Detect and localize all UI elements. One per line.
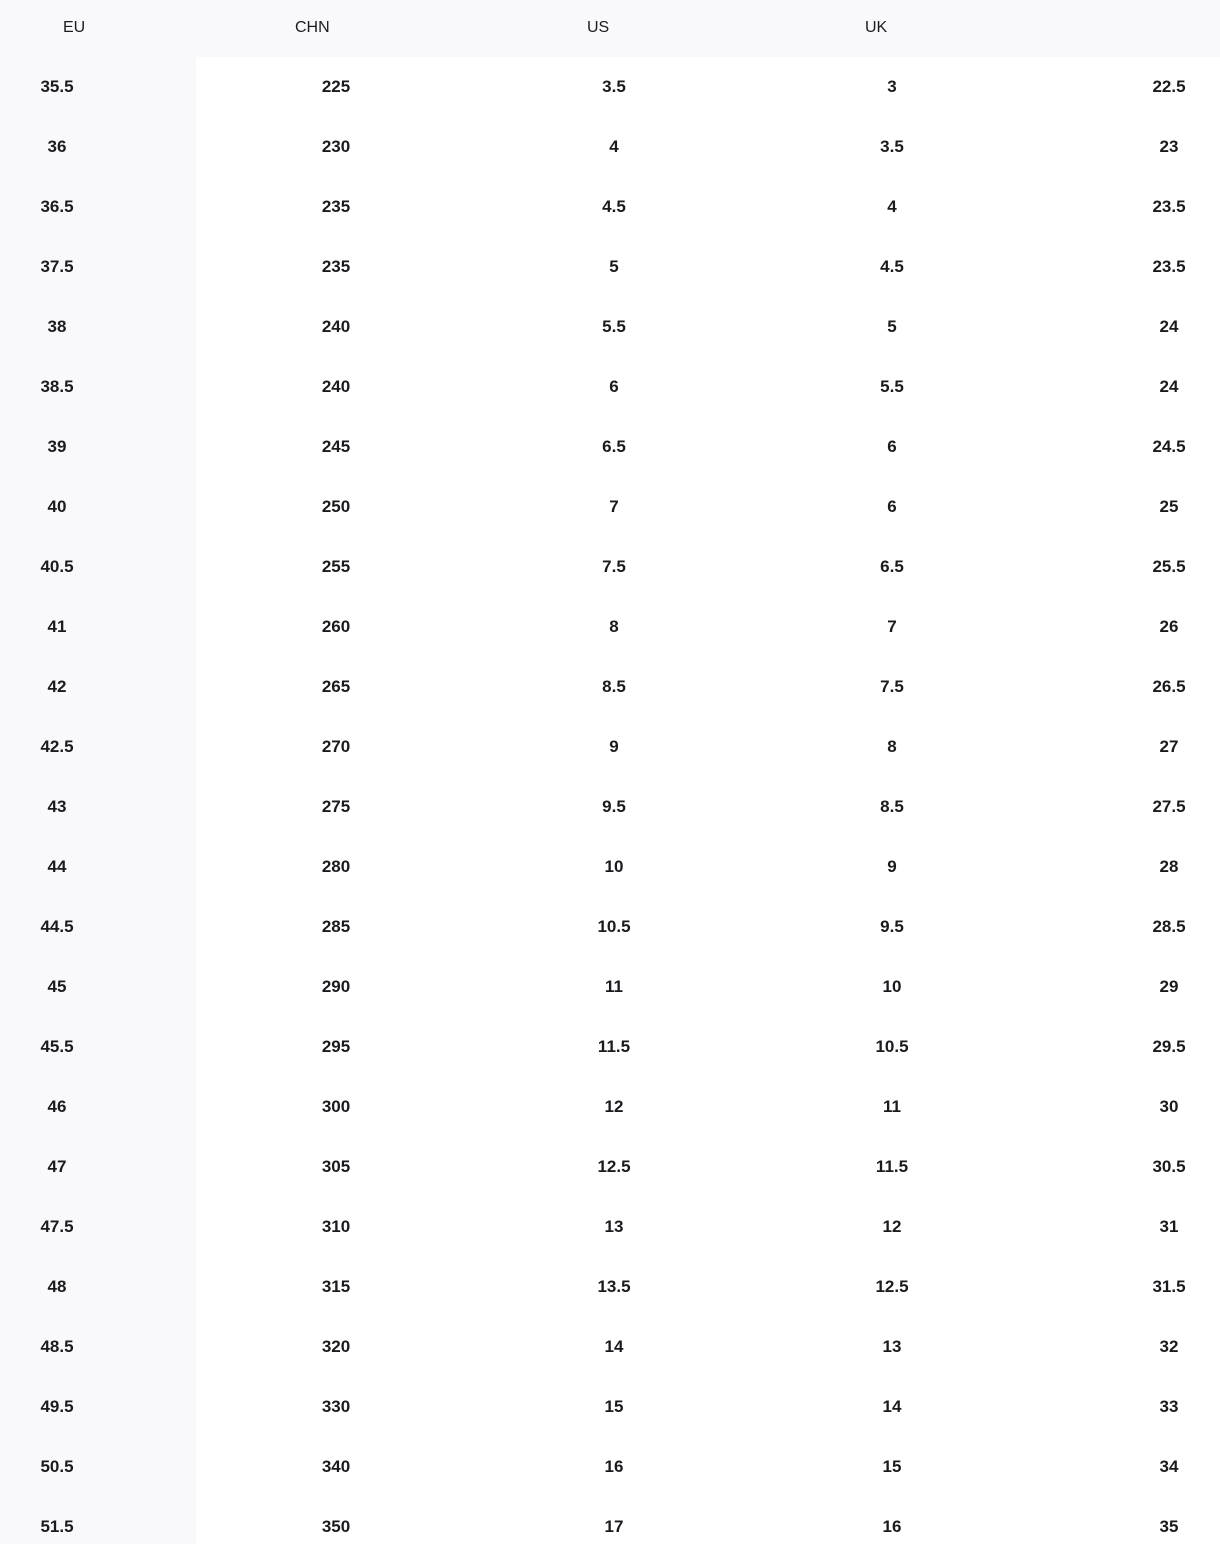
cell-chn: 275 xyxy=(321,797,351,816)
cell-chn: 255 xyxy=(321,557,351,576)
cell-chn: 295 xyxy=(321,1037,351,1056)
cell-us: 16 xyxy=(604,1457,624,1476)
cell-eu: 47.5 xyxy=(40,1217,74,1236)
cell-us: 12 xyxy=(604,1097,624,1116)
header-chn: CHN xyxy=(295,19,330,36)
cell-chn: 330 xyxy=(321,1397,351,1416)
cell-cm: 23 xyxy=(1159,137,1179,156)
cell-cm: 27.5 xyxy=(1152,797,1186,816)
cell-eu: 45 xyxy=(47,977,67,996)
cell-cm: 26 xyxy=(1159,617,1179,636)
table-row xyxy=(0,1017,1220,1077)
table-row xyxy=(0,1317,1220,1377)
cell-eu: 49.5 xyxy=(40,1397,74,1416)
cell-eu: 50.5 xyxy=(40,1457,74,1476)
cell-us: 13 xyxy=(604,1217,624,1236)
table-row xyxy=(0,1437,1220,1497)
cell-chn: 240 xyxy=(321,317,351,336)
table-row xyxy=(0,657,1220,717)
cell-us: 9.5 xyxy=(602,797,626,816)
cell-eu: 44.5 xyxy=(40,917,74,936)
cell-uk: 6.5 xyxy=(880,557,904,576)
cell-eu: 40.5 xyxy=(40,557,74,576)
cell-uk: 14 xyxy=(882,1397,902,1416)
cell-us: 8.5 xyxy=(602,677,626,696)
cell-chn: 240 xyxy=(321,377,351,396)
cell-cm: 33 xyxy=(1159,1397,1179,1416)
cell-cm: 29.5 xyxy=(1152,1037,1186,1056)
cell-uk: 11.5 xyxy=(875,1157,909,1176)
cell-us: 5 xyxy=(609,257,619,276)
table-row xyxy=(0,117,1220,177)
cell-us: 5.5 xyxy=(602,317,626,336)
table-row xyxy=(0,897,1220,957)
cell-chn: 280 xyxy=(321,857,351,876)
cell-cm: 31.5 xyxy=(1152,1277,1186,1296)
table-row xyxy=(0,597,1220,657)
cell-eu: 39 xyxy=(47,437,67,456)
cell-us: 8 xyxy=(609,617,619,636)
cell-us: 6.5 xyxy=(602,437,626,456)
table-row xyxy=(0,1377,1220,1437)
cell-uk: 4.5 xyxy=(880,257,904,276)
cell-us: 3.5 xyxy=(602,77,626,96)
cell-uk: 7 xyxy=(887,617,897,636)
table-row xyxy=(0,1077,1220,1137)
cell-eu: 36 xyxy=(47,137,67,156)
cell-cm: 32 xyxy=(1159,1337,1179,1356)
table-header-row xyxy=(0,0,1220,57)
cell-cm: 29 xyxy=(1159,977,1179,996)
cell-us: 12.5 xyxy=(597,1157,631,1176)
cell-eu: 37.5 xyxy=(40,257,74,276)
cell-eu: 48 xyxy=(47,1277,67,1296)
cell-eu: 46 xyxy=(47,1097,67,1116)
cell-chn: 290 xyxy=(321,977,351,996)
cell-eu: 51.5 xyxy=(40,1517,74,1536)
cell-us: 9 xyxy=(609,737,619,756)
cell-chn: 310 xyxy=(321,1217,351,1236)
table-row xyxy=(0,777,1220,837)
cell-chn: 340 xyxy=(321,1457,351,1476)
cell-cm: 35 xyxy=(1159,1517,1179,1536)
cell-eu: 43 xyxy=(47,797,67,816)
cell-eu: 38 xyxy=(47,317,67,336)
table-row xyxy=(0,537,1220,597)
cell-uk: 5 xyxy=(887,317,897,336)
table-row xyxy=(0,717,1220,777)
cell-uk: 15 xyxy=(882,1457,902,1476)
table-row xyxy=(0,177,1220,237)
cell-cm: 28 xyxy=(1159,857,1179,876)
cell-eu: 36.5 xyxy=(40,197,74,216)
cell-cm: 22.5 xyxy=(1152,77,1186,96)
cell-us: 11.5 xyxy=(597,1037,631,1056)
cell-uk: 5.5 xyxy=(880,377,904,396)
cell-chn: 225 xyxy=(321,77,351,96)
cell-eu: 47 xyxy=(47,1157,67,1176)
cell-chn: 320 xyxy=(321,1337,351,1356)
cell-chn: 260 xyxy=(321,617,351,636)
cell-uk: 8.5 xyxy=(880,797,904,816)
table-row xyxy=(0,1137,1220,1197)
cell-cm: 34 xyxy=(1159,1457,1179,1476)
cell-cm: 23.5 xyxy=(1152,257,1186,276)
cell-chn: 235 xyxy=(321,257,351,276)
cell-chn: 285 xyxy=(321,917,351,936)
cell-cm: 27 xyxy=(1159,737,1179,756)
cell-us: 7.5 xyxy=(602,557,626,576)
cell-us: 15 xyxy=(604,1397,624,1416)
cell-eu: 42 xyxy=(47,677,67,696)
table-body xyxy=(0,57,1220,1557)
cell-us: 4 xyxy=(609,137,619,156)
table-row xyxy=(0,837,1220,897)
cell-uk: 6 xyxy=(887,437,897,456)
cell-uk: 16 xyxy=(882,1517,902,1536)
cell-chn: 300 xyxy=(321,1097,351,1116)
cell-us: 13.5 xyxy=(597,1277,631,1296)
cell-chn: 250 xyxy=(321,497,351,516)
header-us: US xyxy=(587,19,610,36)
cell-uk: 11 xyxy=(883,1097,901,1116)
cell-us: 7 xyxy=(609,497,619,516)
cell-cm: 30 xyxy=(1159,1097,1179,1116)
table-row xyxy=(0,477,1220,537)
table-row xyxy=(0,417,1220,477)
cell-uk: 8 xyxy=(887,737,897,756)
cell-cm: 24 xyxy=(1159,377,1179,396)
header-uk: UK xyxy=(865,19,888,36)
table-row xyxy=(0,357,1220,417)
cell-cm: 23.5 xyxy=(1152,197,1186,216)
cell-uk: 3.5 xyxy=(880,137,904,156)
cell-chn: 270 xyxy=(321,737,351,756)
cell-cm: 30.5 xyxy=(1152,1157,1186,1176)
cell-uk: 9.5 xyxy=(880,917,904,936)
cell-cm: 24.5 xyxy=(1152,437,1186,456)
cell-uk: 4 xyxy=(887,197,897,216)
cell-chn: 265 xyxy=(321,677,351,696)
cell-chn: 245 xyxy=(321,437,351,456)
cell-us: 6 xyxy=(609,377,619,396)
cell-chn: 305 xyxy=(321,1157,351,1176)
cell-uk: 9 xyxy=(887,857,897,876)
cell-us: 17 xyxy=(604,1517,624,1536)
header-eu: EU xyxy=(63,19,86,36)
cell-cm: 24 xyxy=(1159,317,1179,336)
cell-cm: 26.5 xyxy=(1152,677,1186,696)
cell-eu: 45.5 xyxy=(40,1037,74,1056)
cell-us: 10.5 xyxy=(597,917,631,936)
cell-us: 14 xyxy=(604,1337,624,1356)
cell-chn: 315 xyxy=(321,1277,351,1296)
cell-uk: 3 xyxy=(887,77,897,96)
cell-cm: 25.5 xyxy=(1152,557,1186,576)
cell-uk: 10.5 xyxy=(875,1037,909,1056)
table-row xyxy=(0,237,1220,297)
table-row xyxy=(0,57,1220,117)
cell-eu: 42.5 xyxy=(40,737,74,756)
cell-us: 11 xyxy=(605,977,623,996)
cell-uk: 12.5 xyxy=(875,1277,909,1296)
cell-chn: 230 xyxy=(321,137,351,156)
cell-uk: 10 xyxy=(882,977,902,996)
table-row xyxy=(0,1197,1220,1257)
cell-eu: 40 xyxy=(47,497,67,516)
cell-chn: 350 xyxy=(321,1517,351,1536)
table-row xyxy=(0,1257,1220,1317)
cell-eu: 44 xyxy=(47,857,67,876)
table-row xyxy=(0,957,1220,1017)
cell-cm: 25 xyxy=(1159,497,1179,516)
cell-us: 10 xyxy=(604,857,624,876)
cell-uk: 12 xyxy=(882,1217,902,1236)
cell-eu: 48.5 xyxy=(40,1337,74,1356)
cell-cm: 28.5 xyxy=(1152,917,1186,936)
cell-cm: 31 xyxy=(1159,1217,1179,1236)
table-row xyxy=(0,1497,1220,1557)
cell-eu: 41 xyxy=(47,617,67,636)
cell-uk: 13 xyxy=(882,1337,902,1356)
cell-eu: 35.5 xyxy=(40,77,74,96)
cell-eu: 38.5 xyxy=(40,377,74,396)
cell-us: 4.5 xyxy=(602,197,626,216)
table-row xyxy=(0,297,1220,357)
cell-uk: 7.5 xyxy=(880,677,904,696)
cell-chn: 235 xyxy=(321,197,351,216)
cell-uk: 6 xyxy=(887,497,897,516)
